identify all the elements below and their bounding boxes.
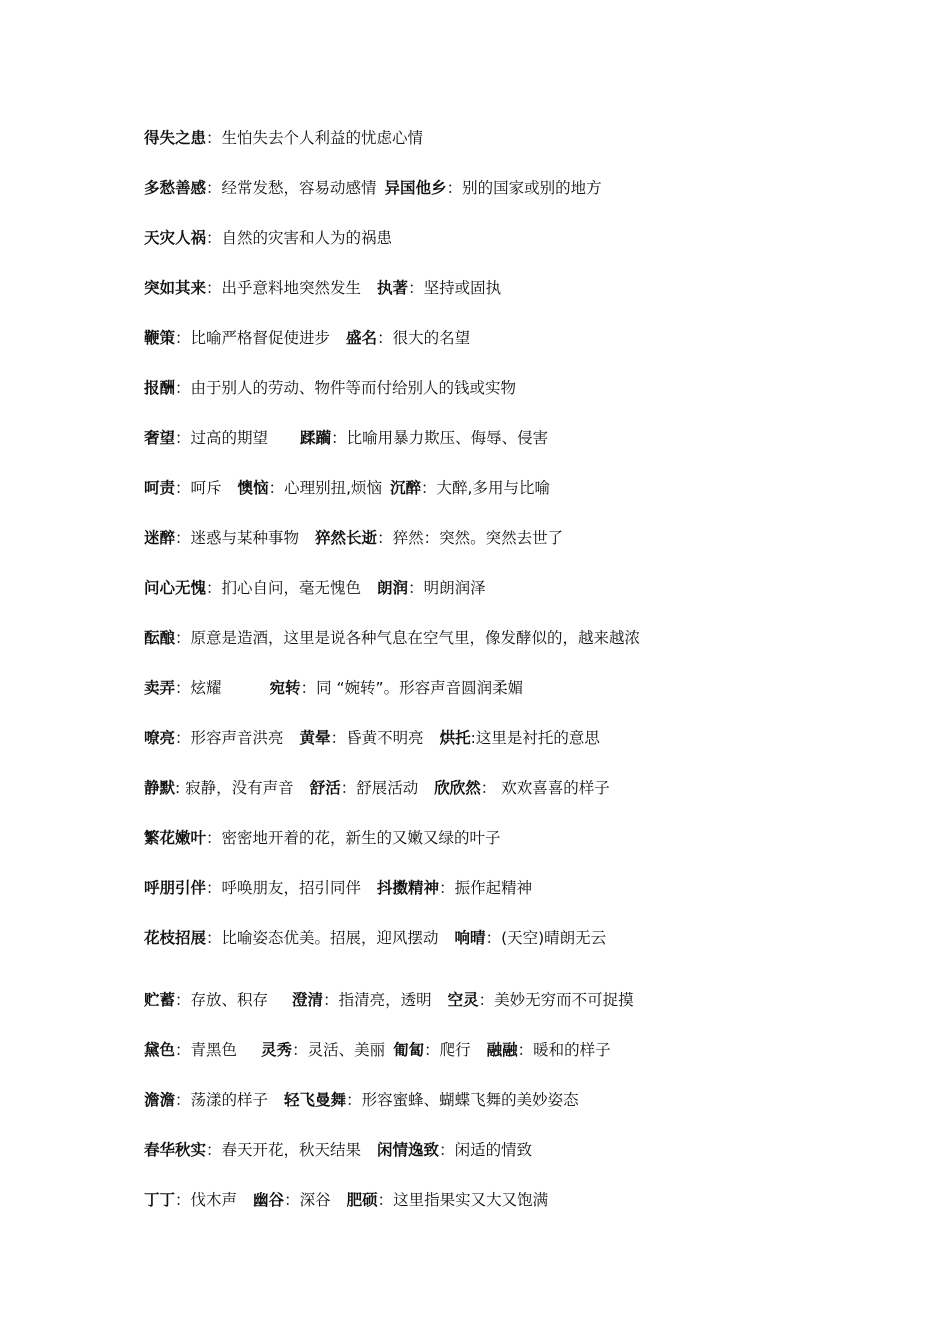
- definition: 自然的灾害和人为的祸患: [221, 229, 393, 247]
- term: 酝酿: [144, 629, 176, 647]
- line-17: [144, 924, 904, 974]
- definition: 振作起精神: [454, 879, 533, 897]
- line-6: [144, 374, 904, 424]
- line-1: [144, 124, 904, 174]
- definition: 舒展活动: [356, 779, 419, 797]
- term: 舒活: [309, 779, 341, 797]
- separator: ：: [480, 779, 502, 797]
- definition: 这里指果实又大又饱满: [393, 1191, 549, 1209]
- line-9: [144, 524, 904, 574]
- separator: ：: [206, 279, 222, 297]
- term: 卖弄: [144, 679, 176, 697]
- line-8: [144, 474, 904, 524]
- definition: 别的国家或别的地方: [462, 179, 602, 197]
- line-2: [144, 174, 904, 224]
- definition: 形容声音洪亮: [190, 729, 284, 747]
- definition: 春天开花，秋天结果: [221, 1141, 362, 1159]
- term: 烘托: [439, 729, 471, 747]
- term: 轻飞曼舞: [284, 1091, 347, 1109]
- term: 花枝招展: [144, 929, 207, 947]
- separator: ：: [175, 1191, 191, 1209]
- definition: 扪心自问，毫无愧色: [221, 579, 362, 597]
- term: 呼朋引伴: [144, 879, 207, 897]
- separator: ：: [284, 1191, 300, 1209]
- term: 春华秋实: [144, 1141, 207, 1159]
- term: 融融: [486, 1041, 518, 1059]
- separator: ：: [175, 429, 191, 447]
- separator: ：: [439, 1141, 455, 1159]
- term: 抖擞精神: [377, 879, 440, 897]
- term: 异国他乡: [384, 179, 447, 197]
- separator: ：: [292, 1041, 308, 1059]
- separator: ：: [439, 879, 455, 897]
- separator: ：: [485, 929, 502, 947]
- definition: 大醉,多用与比喻: [436, 479, 550, 497]
- definition: 寂静，没有声音: [185, 779, 294, 797]
- definition: 比喻用暴力欺压、侮辱、侵害: [346, 429, 549, 447]
- term: 报酬: [144, 379, 176, 397]
- separator: ：: [377, 329, 393, 347]
- definition: 闲适的情致: [454, 1141, 533, 1159]
- separator: ：: [175, 991, 191, 1009]
- separator: ：: [206, 1141, 222, 1159]
- term: 丁丁: [144, 1191, 176, 1209]
- line-15: [144, 824, 904, 874]
- line-21: [144, 1136, 904, 1186]
- definition: 原意是造酒，这里是说各种气息在空气里，像发酵似的，越来越浓: [190, 629, 641, 647]
- definition: 比喻严格督促使进步: [190, 329, 331, 347]
- separator: ：: [175, 529, 191, 547]
- definition: 迷惑与某种事物: [190, 529, 300, 547]
- term: 闲情逸致: [377, 1141, 440, 1159]
- term: 盛名: [346, 329, 378, 347]
- term: 多愁善感: [144, 179, 207, 197]
- term: 黄晕: [299, 729, 331, 747]
- definition: 炫耀: [190, 679, 222, 697]
- separator: ：: [206, 129, 222, 147]
- line-4: [144, 274, 904, 324]
- term: 呵责: [144, 479, 176, 497]
- separator: ：: [175, 1041, 191, 1059]
- line-3: [144, 224, 904, 274]
- separator: ：: [175, 729, 191, 747]
- term: 澄清: [292, 991, 324, 1009]
- separator: ：: [346, 1091, 362, 1109]
- term: 嘹亮: [144, 729, 176, 747]
- separator: ：: [175, 379, 191, 397]
- separator: ：: [377, 529, 393, 547]
- separator: ：: [175, 479, 191, 497]
- definition: 荡漾的样子: [190, 1091, 269, 1109]
- definition: 欢欢喜喜的样子: [501, 779, 610, 797]
- separator: ：: [175, 679, 191, 697]
- separator: ：: [408, 579, 424, 597]
- line-19: [144, 1036, 904, 1086]
- definition: 灵活、美丽: [307, 1041, 386, 1059]
- definition: 过高的期望: [190, 429, 269, 447]
- term: 澹澹: [144, 1091, 176, 1109]
- definition: 经常发愁，容易动感情: [221, 179, 377, 197]
- definition: 出乎意料地突然发生: [221, 279, 362, 297]
- definition: 呵斥: [190, 479, 222, 497]
- definition: 青黑色: [190, 1041, 238, 1059]
- definition: 同 “婉转”。形容声音圆润柔媚: [316, 679, 524, 697]
- definition: (天空)晴朗无云: [501, 929, 607, 947]
- separator: ：: [206, 829, 222, 847]
- definition: 比喻姿态优美。招展，迎风摆动: [221, 929, 439, 947]
- line-20: [144, 1086, 904, 1136]
- separator: ：: [206, 179, 222, 197]
- separator: ：: [408, 279, 424, 297]
- line-7: [144, 424, 904, 474]
- separator: ：: [424, 1041, 440, 1059]
- separator: ：: [323, 991, 339, 1009]
- separator: :: [470, 729, 476, 747]
- line-18: [144, 986, 904, 1036]
- definition: 由于别人的劳动、物件等而付给别人的钱或实物: [190, 379, 517, 397]
- separator: ：: [421, 479, 437, 497]
- line-14: [144, 774, 904, 824]
- line-5: [144, 324, 904, 374]
- separator: ：: [175, 329, 191, 347]
- term: 肥硕: [346, 1191, 378, 1209]
- separator: ：: [377, 1191, 394, 1209]
- separator: ：: [478, 991, 495, 1009]
- term: 天灾人祸: [144, 229, 207, 247]
- definition: 生怕失去个人利益的忧虑心情: [221, 129, 424, 147]
- separator: ：: [268, 479, 285, 497]
- term: 贮蓄: [144, 991, 176, 1009]
- definition: 呼唤朋友，招引同伴: [221, 879, 362, 897]
- definition: 明朗润泽: [423, 579, 486, 597]
- term: 静默: [144, 779, 176, 797]
- term: 得失之患: [144, 129, 207, 147]
- term: 幽谷: [253, 1191, 285, 1209]
- definition: 密密地开着的花，新生的又嫩又绿的叶子: [221, 829, 501, 847]
- definition: 伐木声: [190, 1191, 238, 1209]
- line-11: [144, 624, 904, 674]
- term: 蹂躏: [300, 429, 332, 447]
- term: 宛转: [269, 679, 301, 697]
- separator: ：: [446, 179, 463, 197]
- definition: 爬行: [439, 1041, 471, 1059]
- definition: 暖和的样子: [533, 1041, 611, 1059]
- definition: 指清亮，透明: [338, 991, 432, 1009]
- separator: ：: [206, 579, 222, 597]
- definition: 深谷: [299, 1191, 331, 1209]
- separator: ：: [330, 729, 347, 747]
- term: 朗润: [377, 579, 409, 597]
- term: 懊恼: [237, 479, 269, 497]
- term: 沉醉: [390, 479, 422, 497]
- definition: 猝然：突然。突然去世了: [392, 529, 564, 547]
- separator: ：: [340, 779, 357, 797]
- term: 黛色: [144, 1041, 176, 1059]
- term: 灵秀: [261, 1041, 293, 1059]
- separator: ：: [300, 679, 317, 697]
- term: 迷醉: [144, 529, 176, 547]
- term: 猝然长逝: [315, 529, 378, 547]
- term: 执著: [377, 279, 409, 297]
- separator: ：: [206, 929, 222, 947]
- separator: ：: [206, 879, 222, 897]
- line-13: [144, 724, 904, 774]
- separator: ：: [175, 629, 191, 647]
- separator: ：: [331, 429, 347, 447]
- line-10: [144, 574, 904, 624]
- term: 问心无愧: [144, 579, 207, 597]
- line-22: [144, 1186, 904, 1236]
- line-16: [144, 874, 904, 924]
- definition: 很大的名望: [392, 329, 471, 347]
- definition: 形容蜜蜂、蝴蝶飞舞的美妙姿态: [361, 1091, 579, 1109]
- line-12: [144, 674, 904, 724]
- definition: 这里是衬托的意思: [475, 729, 600, 747]
- term: 突如其来: [144, 279, 207, 297]
- term: 匍匐: [393, 1041, 425, 1059]
- definition: 美妙无穷而不可捉摸: [494, 991, 634, 1009]
- separator: ：: [517, 1041, 534, 1059]
- vocabulary-list: [144, 124, 904, 1236]
- separator: :: [175, 779, 186, 797]
- definition: 坚持或固执: [423, 279, 502, 297]
- term: 繁花嫩叶: [144, 829, 207, 847]
- term: 空灵: [447, 991, 479, 1009]
- term: 鞭策: [144, 329, 176, 347]
- definition: 存放、积存: [190, 991, 269, 1009]
- term: 响晴: [454, 929, 486, 947]
- separator: ：: [206, 229, 222, 247]
- term: 欣欣然: [434, 779, 481, 797]
- term: 奢望: [144, 429, 176, 447]
- definition: 心理别扭,烦恼: [284, 479, 383, 497]
- separator: ：: [175, 1091, 191, 1109]
- definition: 昏黄不明亮: [346, 729, 424, 747]
